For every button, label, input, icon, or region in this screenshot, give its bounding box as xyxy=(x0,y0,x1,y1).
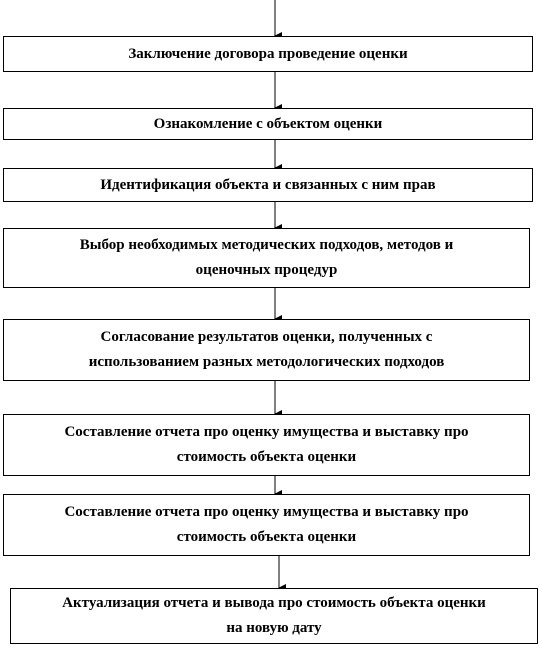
step-label: Ознакомление с объектом оценки xyxy=(153,115,383,132)
step-label: Заключение договора проведение оценки xyxy=(128,45,408,62)
step-label: Составление отчета про оценку имущества и выставку про стоимость объекта оценки xyxy=(64,424,469,465)
step-box-contract xyxy=(3,36,533,72)
step-label: Составление отчета про оценку имущества и выставку про стоимость объекта оценки xyxy=(64,504,469,545)
step-box-inspection xyxy=(3,108,533,140)
step-box-method-selection xyxy=(3,228,530,288)
step-box-reconciliation xyxy=(3,319,530,381)
step-box-identification xyxy=(3,168,533,202)
step-box-update xyxy=(10,588,538,644)
step-label: Согласование результатов оценки, полученных с использованием разных методологических подходов xyxy=(88,329,445,370)
step-label: Актуализация отчета и вывода про стоимость объекта оценки на новую дату xyxy=(62,595,486,636)
step-label: Идентификация объекта и связанных с ним прав xyxy=(100,176,436,193)
step-box-report-1 xyxy=(3,414,530,476)
step-label: Выбор необходимых методических подходов, методов и оценочных процедур xyxy=(79,237,454,278)
step-box-report-2 xyxy=(3,494,530,556)
